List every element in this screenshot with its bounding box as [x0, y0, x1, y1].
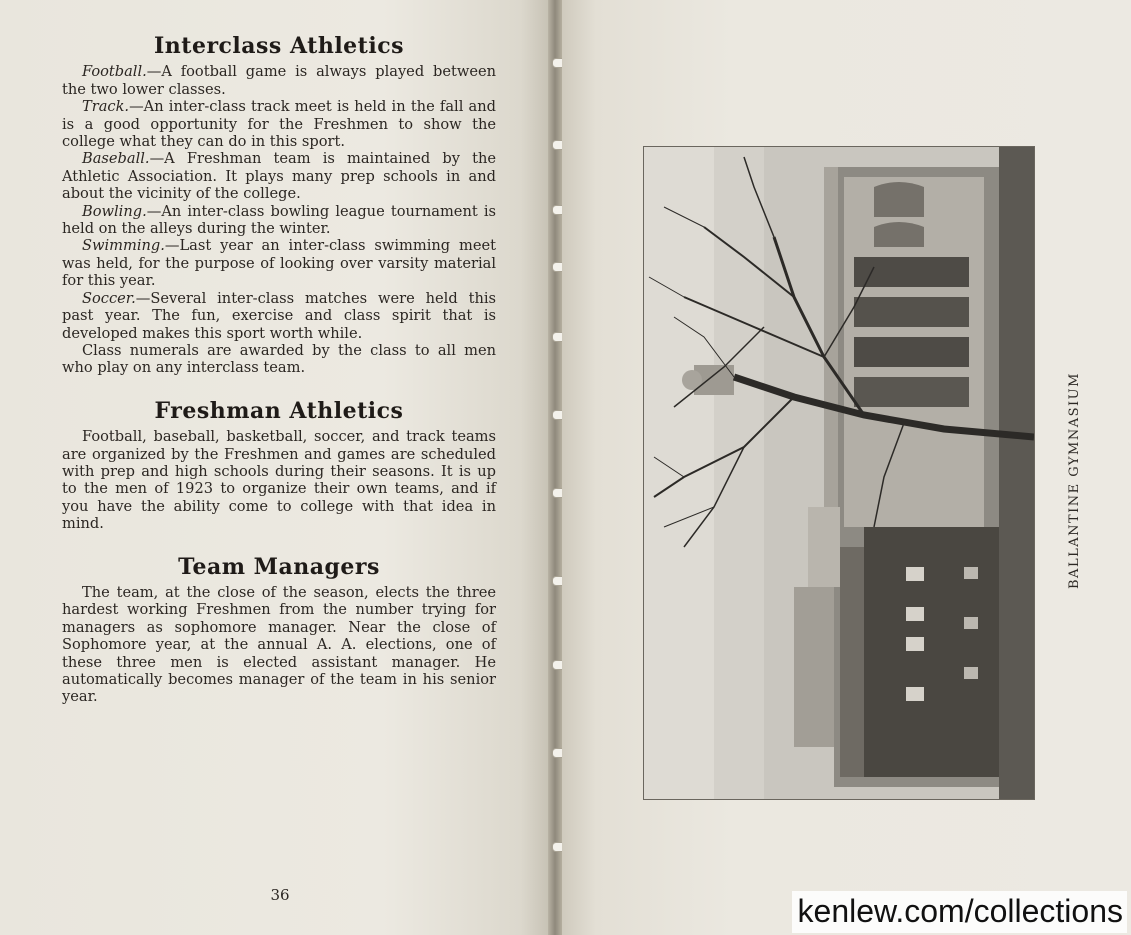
paragraph-text: Football, baseball, basketball, soccer, and track teams are organized by the Freshmen and games are scheduled with prep and high schools during their seasons. It is up to the men of 1923 to organize their own teams, and if you have the ability come to college with that idea in mind.: [62, 428, 496, 533]
paragraph-baseball: [62, 150, 496, 202]
paragraph-class-numerals: [62, 342, 496, 377]
section-heading: Interclass Athletics: [154, 33, 404, 59]
paragraph-lead: Football.: [82, 63, 147, 81]
gymnasium-photo-illustration: [644, 147, 1034, 799]
gymnasium-photo: [643, 146, 1035, 800]
page-number: 36: [270, 886, 290, 904]
paragraph-lead: Track.: [82, 98, 130, 116]
paragraph-soccer: [62, 290, 496, 342]
watermark: kenlew.com/collections: [792, 891, 1127, 933]
paragraph-text: —An inter-class track meet is held in the fall and is a good opportunity for the Freshmen to show the college what they can do in this sport.: [62, 98, 496, 151]
paragraph-lead: Baseball.: [82, 150, 150, 168]
paragraph-managers: [62, 584, 496, 706]
section-freshman-athletics: [62, 397, 496, 533]
paragraph-text: —Several inter-class matches were held this past year. The fun, exercise and class spirit that is developed makes this sport worth while.: [62, 289, 496, 342]
right-page: [562, 0, 1131, 935]
paragraph-lead: Bowling.: [82, 202, 147, 220]
paragraph-lead: Soccer.: [82, 289, 136, 307]
paragraph-freshman-teams: [62, 428, 496, 532]
section-heading: Freshman Athletics: [154, 397, 404, 424]
paragraph-swimming: [62, 237, 496, 289]
paragraph-text: Class numerals are awarded by the class to all men who play on any interclass team.: [62, 341, 496, 377]
left-page: [0, 0, 548, 935]
paragraph-text: —Last year an inter-class swimming meet was held, for the purpose of looking over varsity material for this year.: [62, 237, 496, 290]
section-heading: Team Managers: [178, 553, 380, 580]
photo-caption: BALLANTINE GYMNASIUM: [1067, 372, 1082, 590]
section-team-managers: [62, 553, 496, 706]
section-interclass-athletics: [62, 33, 496, 377]
text-column: [62, 33, 496, 706]
paragraph-football: [62, 63, 496, 98]
paragraph-text: The team, at the close of the season, elects the three hardest working Freshmen from the number trying for managers as sophomore manager. Near the close of Sophomore year, at the annual A. A. elections, one of these three men is elected assistant manager. He automatically becomes manager of the team in his senior year.: [62, 583, 496, 706]
paragraph-lead: Swimming.: [82, 237, 165, 255]
paragraph-text: —A football game is always played between the two lower classes.: [62, 63, 496, 98]
paragraph-track: [62, 98, 496, 150]
paragraph-bowling: [62, 203, 496, 238]
paragraph-text: —An inter-class bowling league tournament is held on the alleys during the winter.: [62, 202, 496, 238]
paragraph-text: —A Freshman team is maintained by the Athletic Association. It plays many prep schools in and about the vicinity of the college.: [62, 150, 496, 203]
